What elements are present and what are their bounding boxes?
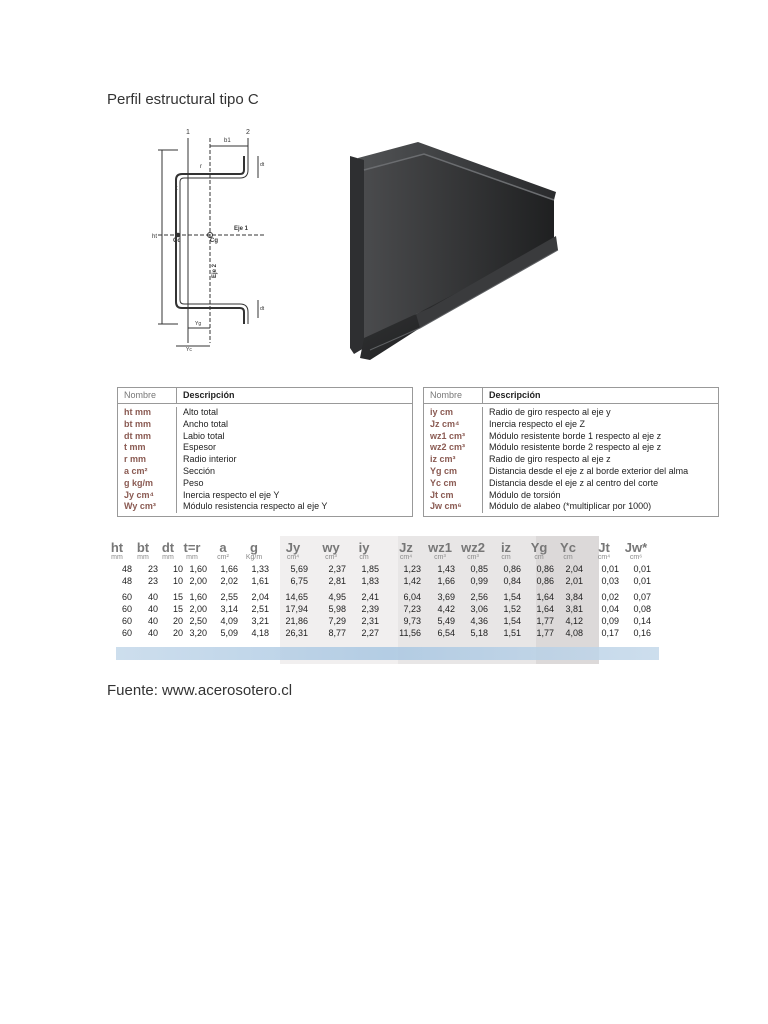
specs-header-unit: cm³ bbox=[434, 554, 446, 561]
specs-cell: 20 bbox=[172, 616, 183, 626]
specs-cell: 40 bbox=[147, 592, 158, 602]
legend-right-desc: Distancia desde el eje z al borde exterior del alma bbox=[489, 465, 689, 476]
legend-left-name: ht mm bbox=[124, 407, 151, 417]
specs-cell: 15 bbox=[172, 592, 183, 602]
specs-header-9 bbox=[391, 540, 421, 561]
legend-table-left bbox=[117, 387, 413, 517]
legend-right-name: Yg cm bbox=[430, 465, 458, 476]
specs-cell: 21,86 bbox=[285, 616, 308, 626]
specs-cell: 1,85 bbox=[361, 564, 379, 574]
specs-cell: 5,18 bbox=[470, 628, 488, 638]
specs-cell: 1,66 bbox=[437, 576, 455, 586]
specs-cell: 1,51 bbox=[503, 628, 521, 638]
specs-header-5 bbox=[239, 540, 269, 561]
specs-header-symbol: t=r bbox=[183, 540, 201, 555]
specs-cell: 3,14 bbox=[220, 604, 238, 614]
specs-cell: 5,49 bbox=[437, 616, 455, 626]
diagram-label-cc: Cc bbox=[173, 238, 181, 244]
legend-right-header-name: Nombre bbox=[424, 388, 483, 403]
legend-left-desc: Ancho total bbox=[183, 418, 229, 429]
specs-cell: 0,01 bbox=[633, 576, 651, 586]
specs-cell: 1,42 bbox=[403, 576, 421, 586]
specs-cell: 0,02 bbox=[601, 592, 619, 602]
legend-right-name: Jt cm bbox=[430, 489, 454, 500]
specs-cell: 0,99 bbox=[470, 576, 488, 586]
specs-cell: 4,42 bbox=[437, 604, 455, 614]
diagram-label-dt-top: dt bbox=[260, 162, 265, 168]
legend-right-name: wz1 cm³ bbox=[430, 430, 466, 441]
specs-cell: 4,18 bbox=[251, 628, 269, 638]
legend-right-desc: Distancia desde el eje z al centro del corte bbox=[489, 477, 659, 488]
diagram-label-r: r bbox=[200, 164, 202, 170]
specs-cell: 2,37 bbox=[328, 564, 346, 574]
legend-right-desc: Módulo resistente borde 2 respecto al eje z bbox=[489, 442, 662, 453]
specs-cell: 23 bbox=[147, 576, 158, 586]
specs-cell: 26,31 bbox=[285, 628, 308, 638]
specs-header-unit: mm bbox=[137, 554, 149, 561]
specs-header-10 bbox=[425, 540, 455, 561]
specs-header-unit: cm bbox=[563, 554, 573, 561]
legend-right-names bbox=[424, 407, 483, 513]
legend-right-desc: Módulo de alabeo (*multiplicar por 1000) bbox=[489, 501, 652, 512]
legend-left-names bbox=[118, 407, 177, 513]
specs-cell: 0,86 bbox=[503, 564, 521, 574]
legend-left-desc: Sección bbox=[183, 465, 216, 476]
legend-right-desc: Módulo de torsión bbox=[489, 489, 561, 500]
specs-header-symbol: a bbox=[219, 540, 227, 555]
legend-right-desc: Radio de giro respecto al eje y bbox=[489, 407, 611, 417]
specs-header-unit: cm bbox=[501, 554, 511, 561]
specs-cell: 15 bbox=[172, 604, 183, 614]
legend-left-name: bt mm bbox=[124, 418, 151, 429]
specs-cell: 7,23 bbox=[403, 604, 421, 614]
specs-cell: 60 bbox=[121, 616, 132, 626]
specs-cell: 0,07 bbox=[633, 592, 651, 602]
legend-left-desc: Labio total bbox=[183, 430, 225, 441]
specs-cell: 1,54 bbox=[503, 616, 521, 626]
specs-cell: 0,16 bbox=[633, 628, 651, 638]
specs-header-symbol: Jz bbox=[399, 540, 413, 555]
specs-cell: 2,00 bbox=[189, 604, 207, 614]
specs-header-unit: cm³ bbox=[325, 554, 337, 561]
specs-header-6 bbox=[278, 540, 308, 561]
specs-cell: 3,21 bbox=[251, 616, 269, 626]
specs-cell: 2,55 bbox=[220, 592, 238, 602]
legend-right-name: iy cm bbox=[430, 407, 454, 417]
specs-header-symbol: wy bbox=[322, 540, 340, 555]
specs-cell: 1,43 bbox=[437, 564, 455, 574]
specs-cell: 1,60 bbox=[189, 592, 207, 602]
specs-header-unit: cm bbox=[534, 554, 544, 561]
specs-cell: 1,83 bbox=[361, 576, 379, 586]
specs-header-12 bbox=[491, 540, 521, 561]
specs-header-14 bbox=[553, 540, 583, 561]
legend-left-desc: Inercia respecto el eje Y bbox=[183, 489, 280, 500]
specs-cell: 0,86 bbox=[536, 564, 554, 574]
specs-cell: 2,50 bbox=[189, 616, 207, 626]
specs-cell: 0,04 bbox=[601, 604, 619, 614]
specs-header-symbol: Yg bbox=[530, 540, 548, 555]
legend-right-header bbox=[424, 388, 718, 404]
specs-cell: 7,29 bbox=[328, 616, 346, 626]
legend-right-descs bbox=[483, 407, 688, 513]
specs-cell: 9,73 bbox=[403, 616, 421, 626]
legend-right-desc: Radio de giro respecto al eje z bbox=[489, 454, 611, 465]
specs-cell: 3,69 bbox=[437, 592, 455, 602]
diagram-label-yc: Yc bbox=[186, 347, 192, 353]
specs-cell: 2,00 bbox=[189, 576, 207, 586]
specs-cell: 8,77 bbox=[328, 628, 346, 638]
specs-header-symbol: Jt bbox=[598, 540, 610, 555]
specs-cell: 1,77 bbox=[536, 616, 554, 626]
specs-header-3 bbox=[177, 540, 207, 561]
specs-header-unit: cm⁴ bbox=[286, 554, 300, 561]
specs-header-15 bbox=[589, 540, 619, 561]
specs-cell: 4,08 bbox=[565, 628, 583, 638]
specs-cell: 0,01 bbox=[633, 564, 651, 574]
legend-left-name: dt mm bbox=[124, 430, 151, 441]
specs-header-16 bbox=[621, 540, 651, 561]
legend-left-header-desc: Descripción bbox=[183, 390, 235, 400]
specs-cell: 4,36 bbox=[470, 616, 488, 626]
specs-cell: 2,39 bbox=[361, 604, 379, 614]
specs-header-symbol: wz2 bbox=[461, 540, 485, 555]
specs-cell: 48 bbox=[121, 576, 132, 586]
diagram-label-b1: b1 bbox=[224, 138, 231, 144]
specs-cell: 10 bbox=[172, 576, 183, 586]
legend-left-name: t mm bbox=[124, 442, 146, 453]
specs-header-symbol: iz bbox=[500, 540, 512, 555]
specs-header-unit: mm bbox=[186, 554, 198, 561]
specs-cell: 2,27 bbox=[361, 628, 379, 638]
specs-cell: 2,04 bbox=[565, 564, 583, 574]
specs-header-unit: Kg/m bbox=[245, 554, 263, 561]
specs-cell: 1,64 bbox=[536, 592, 554, 602]
specs-header-11 bbox=[458, 540, 488, 561]
legend-left-name: g kg/m bbox=[124, 477, 154, 488]
specs-cell: 40 bbox=[147, 628, 158, 638]
specs-cell: 1,23 bbox=[403, 564, 421, 574]
specs-cell: 1,54 bbox=[503, 592, 521, 602]
specs-cell: 3,81 bbox=[565, 604, 583, 614]
specs-cell: 1,33 bbox=[251, 564, 269, 574]
specs-header-unit: cm³ bbox=[467, 554, 479, 561]
specs-cell: 0,86 bbox=[536, 576, 554, 586]
specs-header-symbol: bt bbox=[136, 540, 150, 555]
specs-cell: 0,85 bbox=[470, 564, 488, 574]
legend-left-desc: Espesor bbox=[183, 442, 217, 453]
legend-left-name: r mm bbox=[124, 454, 147, 465]
specs-header-8 bbox=[349, 540, 379, 561]
specs-cell: 2,51 bbox=[251, 604, 269, 614]
c-profile-diagram bbox=[148, 128, 270, 354]
c-channel-photo bbox=[346, 138, 560, 362]
specs-cell: 4,12 bbox=[565, 616, 583, 626]
diagram-label-1: 1 bbox=[186, 129, 190, 136]
specs-cell: 0,14 bbox=[633, 616, 651, 626]
specs-cell: 6,75 bbox=[290, 576, 308, 586]
diagram-label-t: t bbox=[176, 186, 178, 192]
specs-cell: 1,61 bbox=[251, 576, 269, 586]
specs-cell: 2,41 bbox=[361, 592, 379, 602]
specs-header-7 bbox=[316, 540, 346, 561]
specs-cell: 48 bbox=[121, 564, 132, 574]
diagram-label-yg: Yg bbox=[195, 321, 202, 327]
specs-cell: 0,17 bbox=[601, 628, 619, 638]
specs-cell: 1,64 bbox=[536, 604, 554, 614]
specs-cell: 0,03 bbox=[601, 576, 619, 586]
specs-cell: 2,01 bbox=[565, 576, 583, 586]
specs-header-unit: cm² bbox=[217, 554, 229, 561]
diagram-label-cg: Cg bbox=[210, 238, 218, 244]
specs-header-symbol: g bbox=[250, 540, 258, 555]
specs-header-symbol: Jw* bbox=[624, 540, 648, 555]
specs-cell: 1,77 bbox=[536, 628, 554, 638]
specs-header-4 bbox=[208, 540, 238, 561]
specs-header-unit: cm bbox=[359, 554, 369, 561]
specs-cell: 60 bbox=[121, 592, 132, 602]
specs-header-unit: cm⁴ bbox=[597, 554, 611, 561]
legend-left-descs bbox=[177, 407, 327, 513]
specs-cell: 4,95 bbox=[328, 592, 346, 602]
legend-left-desc: Módulo resistencia respecto al eje Y bbox=[183, 501, 328, 512]
specs-cell: 20 bbox=[172, 628, 183, 638]
legend-left-desc: Radio interior bbox=[183, 454, 237, 465]
specs-cell: 40 bbox=[147, 616, 158, 626]
specs-cell: 60 bbox=[121, 628, 132, 638]
specs-header-unit: cm⁶ bbox=[629, 554, 643, 561]
page-title: Perfil estructural tipo C bbox=[107, 91, 259, 108]
legend-left-desc: Alto total bbox=[183, 407, 219, 417]
legend-left-desc: Peso bbox=[183, 477, 204, 488]
specs-highlight-row bbox=[116, 647, 659, 660]
diagram-label-eje2: Eje 2 bbox=[212, 263, 218, 278]
specs-cell: 11,56 bbox=[399, 628, 421, 638]
diagram-label-dt-bottom: dt bbox=[260, 306, 265, 312]
legend-right-name: Yc cm bbox=[430, 477, 457, 488]
specs-cell: 0,08 bbox=[633, 604, 651, 614]
specs-cell: 0,09 bbox=[601, 616, 619, 626]
diagram-label-ht: ht bbox=[152, 234, 158, 240]
specs-header-symbol: wz1 bbox=[428, 540, 452, 555]
specs-cell: 5,09 bbox=[220, 628, 238, 638]
legend-right-name: wz2 cm³ bbox=[430, 442, 466, 453]
specs-cell: 2,56 bbox=[470, 592, 488, 602]
specs-cell: 40 bbox=[147, 604, 158, 614]
legend-right-desc: Inercia respecto el eje Z bbox=[489, 418, 586, 429]
specs-cell: 0,01 bbox=[601, 564, 619, 574]
specs-cell: 60 bbox=[121, 604, 132, 614]
specs-header-symbol: Jy bbox=[285, 540, 301, 555]
legend-right-header-desc: Descripción bbox=[489, 390, 541, 400]
specs-cell: 1,66 bbox=[220, 564, 238, 574]
legend-left-header-name: Nombre bbox=[118, 388, 177, 403]
specs-header-unit: cm⁴ bbox=[399, 554, 413, 561]
specs-header-symbol: dt bbox=[161, 540, 175, 555]
specs-header-symbol: iy bbox=[358, 540, 370, 555]
diagram-label-eje1: Eje 1 bbox=[234, 226, 249, 232]
specs-cell: 17,94 bbox=[285, 604, 308, 614]
specs-cell: 2,81 bbox=[328, 576, 346, 586]
legend-table-right bbox=[423, 387, 719, 517]
specs-header-symbol: ht bbox=[110, 540, 124, 555]
specs-cell: 3,06 bbox=[470, 604, 488, 614]
specs-cell: 6,54 bbox=[437, 628, 455, 638]
legend-right-desc: Módulo resistente borde 1 respecto al eje z bbox=[489, 430, 662, 441]
specs-cell: 14,65 bbox=[285, 592, 308, 602]
specs-cell: 2,31 bbox=[361, 616, 379, 626]
specs-cell: 4,09 bbox=[220, 616, 238, 626]
specs-cell: 2,04 bbox=[251, 592, 269, 602]
specs-header-13 bbox=[524, 540, 554, 561]
legend-right-name: iz cm³ bbox=[430, 454, 456, 465]
specs-header-unit: mm bbox=[111, 554, 123, 561]
specs-cell: 3,84 bbox=[565, 592, 583, 602]
specs-cell: 3,20 bbox=[189, 628, 207, 638]
specs-header-unit: mm bbox=[162, 554, 174, 561]
specs-cell: 2,02 bbox=[220, 576, 238, 586]
specs-cell: 23 bbox=[147, 564, 158, 574]
legend-left-header bbox=[118, 388, 412, 404]
specs-header-symbol: Yc bbox=[560, 540, 576, 555]
specs-cell: 0,84 bbox=[503, 576, 521, 586]
specs-cell: 10 bbox=[172, 564, 183, 574]
legend-left-name: Jy cm⁴ bbox=[124, 489, 154, 500]
source-credit: Fuente: www.acerosotero.cl bbox=[107, 682, 293, 699]
legend-left-name: Wy cm³ bbox=[124, 501, 156, 512]
specs-cell: 1,52 bbox=[503, 604, 521, 614]
diagram-label-2: 2 bbox=[246, 129, 250, 136]
legend-right-name: Jz cm⁴ bbox=[430, 418, 460, 429]
specs-cell: 1,60 bbox=[189, 564, 207, 574]
specs-cell: 6,04 bbox=[403, 592, 421, 602]
legend-left-name: a cm² bbox=[124, 465, 148, 476]
specs-cell: 5,98 bbox=[328, 604, 346, 614]
legend-right-name: Jw cm⁶ bbox=[430, 501, 462, 512]
specs-cell: 5,69 bbox=[290, 564, 308, 574]
